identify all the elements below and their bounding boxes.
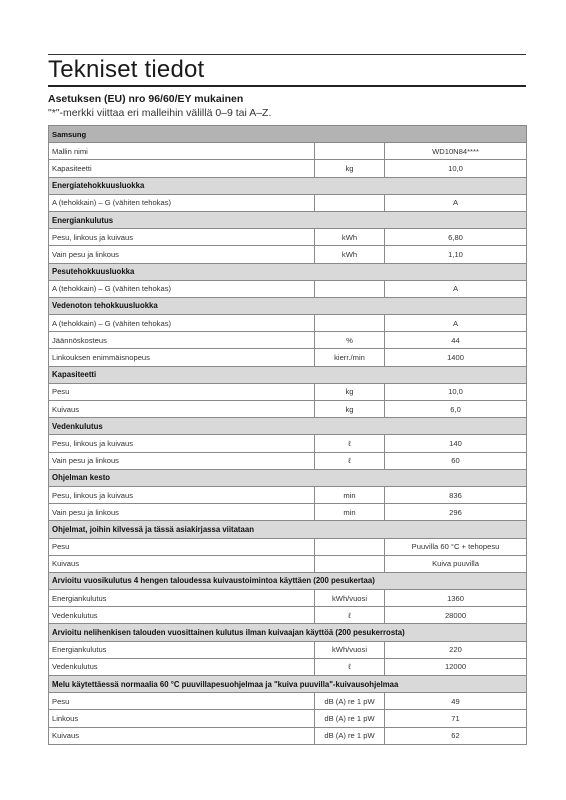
table-row	[49, 504, 527, 521]
row-value: 140	[385, 435, 527, 452]
row-label: Vain pesu ja linkous	[49, 452, 315, 469]
row-label: Mallin nimi	[49, 143, 315, 160]
row-unit: ℓ	[315, 435, 385, 452]
section-label: Ohjelmat, joihin kilvessä ja tässä asiakirjassa viitataan	[49, 521, 527, 538]
row-unit	[315, 538, 385, 555]
section-label: Arvioitu vuosikulutus 4 hengen taloudessa kuivaustoimintoa käyttäen (200 pesukertaa)	[49, 572, 527, 589]
row-value: 62	[385, 727, 527, 744]
row-unit	[315, 194, 385, 211]
row-value: A	[385, 194, 527, 211]
section-header-row	[49, 624, 527, 641]
row-unit: kg	[315, 401, 385, 418]
row-unit: kWh	[315, 229, 385, 246]
row-value: 10,0	[385, 383, 527, 400]
row-unit	[315, 143, 385, 160]
table-row	[49, 332, 527, 349]
section-header-row	[49, 366, 527, 383]
row-unit: kWh/vuosi	[315, 641, 385, 658]
row-unit: ℓ	[315, 658, 385, 675]
row-value: Puuvilla 60 °C + tehopesu	[385, 538, 527, 555]
section-header-row	[49, 263, 527, 280]
row-value: 220	[385, 641, 527, 658]
table-row	[49, 143, 527, 160]
row-label: A (tehokkain) – G (vähiten tehokas)	[49, 280, 315, 297]
table-row	[49, 383, 527, 400]
row-value: 1,10	[385, 246, 527, 263]
row-label: Vain pesu ja linkous	[49, 504, 315, 521]
row-label: Kuivaus	[49, 401, 315, 418]
section-label: Vedenoton tehokkuusluokka	[49, 297, 527, 314]
row-value: 12000	[385, 658, 527, 675]
row-value: 28000	[385, 607, 527, 624]
row-unit: min	[315, 504, 385, 521]
section-header-row	[49, 676, 527, 693]
table-row	[49, 486, 527, 503]
table-row	[49, 710, 527, 727]
row-label: Kuivaus	[49, 727, 315, 744]
table-row	[49, 349, 527, 366]
row-unit: kierr./min	[315, 349, 385, 366]
table-row	[49, 693, 527, 710]
row-value: 6,80	[385, 229, 527, 246]
brand-row	[49, 126, 527, 143]
row-value: 60	[385, 452, 527, 469]
row-value: 1360	[385, 590, 527, 607]
row-value: 10,0	[385, 160, 527, 177]
row-label: Jäännöskosteus	[49, 332, 315, 349]
row-value: Kuiva puuvilla	[385, 555, 527, 572]
page-title: Tekniset tiedot	[48, 54, 526, 87]
table-row	[49, 246, 527, 263]
row-label: Energiankulutus	[49, 590, 315, 607]
row-value: A	[385, 280, 527, 297]
row-value: 6,0	[385, 401, 527, 418]
section-label: Ohjelman kesto	[49, 469, 527, 486]
row-unit: kg	[315, 160, 385, 177]
section-label: Energiankulutus	[49, 211, 527, 228]
row-label: Kuivaus	[49, 555, 315, 572]
section-header-row	[49, 211, 527, 228]
row-value: A	[385, 315, 527, 332]
row-unit: dB (A) re 1 pW	[315, 710, 385, 727]
row-label: Kapasiteetti	[49, 160, 315, 177]
section-label: Arvioitu nelihenkisen talouden vuosittainen kulutus ilman kuivaajan käyttöä (200 pesukerrosta)	[49, 624, 527, 641]
row-label: Pesu	[49, 538, 315, 555]
table-row	[49, 194, 527, 211]
row-label: Energiankulutus	[49, 641, 315, 658]
regulation-subtitle: Asetuksen (EU) nro 96/60/EY mukainen	[48, 93, 244, 105]
table-row	[49, 641, 527, 658]
table-row	[49, 315, 527, 332]
row-label: Vedenkulutus	[49, 607, 315, 624]
row-unit: min	[315, 486, 385, 503]
table-row	[49, 229, 527, 246]
table-row	[49, 401, 527, 418]
row-unit	[315, 555, 385, 572]
row-label: Pesu, linkous ja kuivaus	[49, 486, 315, 503]
row-label: Vain pesu ja linkous	[49, 246, 315, 263]
section-label: Kapasiteetti	[49, 366, 527, 383]
row-value: 71	[385, 710, 527, 727]
row-label: Vedenkulutus	[49, 658, 315, 675]
row-unit	[315, 280, 385, 297]
row-unit	[315, 315, 385, 332]
table-row	[49, 538, 527, 555]
section-label: Energiatehokkuusluokka	[49, 177, 527, 194]
row-label: Linkouksen enimmäisnopeus	[49, 349, 315, 366]
row-unit: dB (A) re 1 pW	[315, 693, 385, 710]
row-value: 836	[385, 486, 527, 503]
row-label: Pesu	[49, 693, 315, 710]
section-header-row	[49, 177, 527, 194]
row-unit: kWh	[315, 246, 385, 263]
row-value: 1400	[385, 349, 527, 366]
section-label: Melu käytettäessä normaalia 60 °C puuvillapesuohjelmaa ja "kuiva puuvilla"-kuivausohjelmaa	[49, 676, 527, 693]
section-header-row	[49, 572, 527, 589]
row-label: Pesu	[49, 383, 315, 400]
table-row	[49, 435, 527, 452]
model-note: "*"-merkki viittaa eri malleihin välillä 0–9 tai A–Z.	[48, 107, 272, 119]
section-label: Vedenkulutus	[49, 418, 527, 435]
section-header-row	[49, 418, 527, 435]
brand-name: Samsung	[49, 126, 527, 143]
section-header-row	[49, 521, 527, 538]
row-label: A (tehokkain) – G (vähiten tehokas)	[49, 194, 315, 211]
row-value: 49	[385, 693, 527, 710]
table-row	[49, 658, 527, 675]
table-row	[49, 280, 527, 297]
row-label: Linkous	[49, 710, 315, 727]
row-unit: dB (A) re 1 pW	[315, 727, 385, 744]
table-row	[49, 590, 527, 607]
row-unit: ℓ	[315, 607, 385, 624]
row-unit: kWh/vuosi	[315, 590, 385, 607]
spec-table	[48, 125, 527, 745]
row-label: Pesu, linkous ja kuivaus	[49, 435, 315, 452]
row-value: WD10N84****	[385, 143, 527, 160]
row-label: A (tehokkain) – G (vähiten tehokas)	[49, 315, 315, 332]
table-row	[49, 160, 527, 177]
row-unit: ℓ	[315, 452, 385, 469]
row-value: 296	[385, 504, 527, 521]
section-label: Pesutehokkuusluokka	[49, 263, 527, 280]
row-value: 44	[385, 332, 527, 349]
row-unit: %	[315, 332, 385, 349]
table-row	[49, 452, 527, 469]
table-row	[49, 555, 527, 572]
section-header-row	[49, 297, 527, 314]
row-label: Pesu, linkous ja kuivaus	[49, 229, 315, 246]
table-row	[49, 607, 527, 624]
table-row	[49, 727, 527, 744]
row-unit: kg	[315, 383, 385, 400]
section-header-row	[49, 469, 527, 486]
